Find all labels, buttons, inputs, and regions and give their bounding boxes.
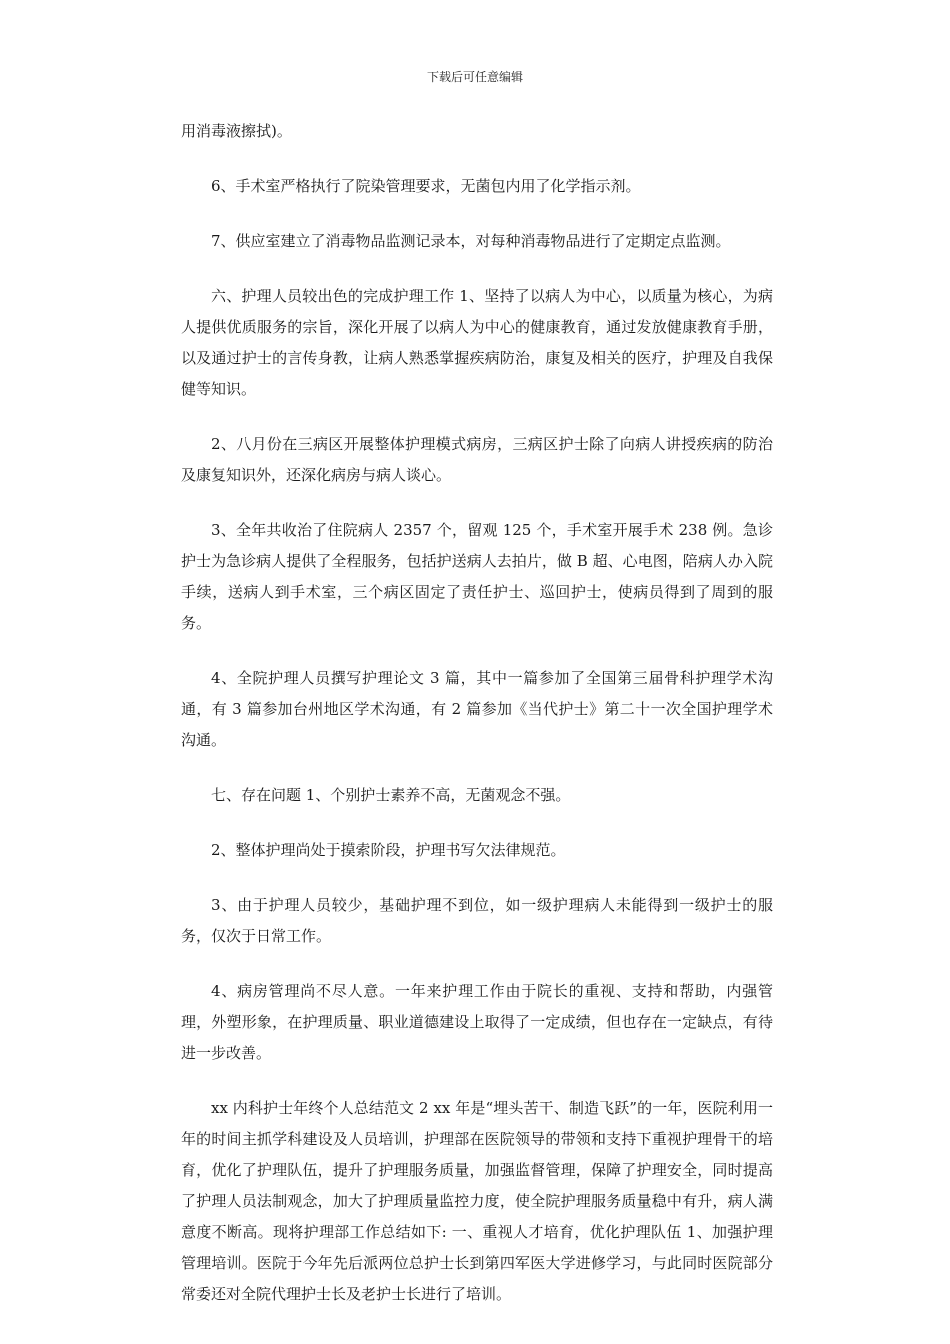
paragraph-section-6-item-4: 4、全院护理人员撰写护理论文 3 篇，其中一篇参加了全国第三届骨科护理学术沟通，有 3 篇参加台州地区学术沟通，有 2 篇参加《当代护士》第二十一次全国护理学术沟通。 bbox=[181, 669, 773, 749]
paragraph-section-7: 七、存在问题 1、个别护士素养不高，无菌观念不强。 bbox=[211, 786, 571, 804]
document-body bbox=[181, 116, 773, 1334]
paragraph-item-6: 6、手术室严格执行了院染管理要求，无菌包内用了化学指示剂。 bbox=[211, 177, 641, 195]
paragraph-section-7-item-4: 4、病房管理尚不尽人意。一年来护理工作由于院长的重视、支持和帮助，内强管理，外塑形象，在护理质量、职业道德建设上取得了一定成绩，但也存在一定缺点，有待进一步改善。 bbox=[181, 982, 773, 1062]
paragraph-item-7: 7、供应室建立了消毒物品监测记录本，对每种消毒物品进行了定期定点监测。 bbox=[211, 232, 731, 250]
page-header: 下载后可任意编辑 bbox=[426, 70, 523, 84]
paragraph-section-7-item-2: 2、整体护理尚处于摸索阶段，护理书写欠法律规范。 bbox=[211, 841, 566, 859]
paragraph-section-7-item-3: 3、由于护理人员较少，基础护理不到位，如一级护理病人未能得到一级护士的服务，仅次于日常工作。 bbox=[181, 896, 773, 945]
paragraph-section-6: 六、护理人员较出色的完成护理工作 1、坚持了以病人为中心，以质量为核心，为病人提供优质服务的宗旨，深化开展了以病人为中心的健康教育，通过发放健康教育手册，以及通过护士的言传身教，让病人熟悉掌握疾病防治，康复及相关的医疗，护理及自我保健等知识。 bbox=[181, 287, 773, 398]
paragraph-summary-2: xx 内科护士年终个人总结范文 2 xx 年是“埋头苦干、制造飞跃”的一年，医院利用一年的时间主抓学科建设及人员培训，护理部在医院领导的带领和支持下重视护理骨干的培育，优化了护理队伍，提升了护理服务质量，加强监督管理，保障了护理安全，同时提高了护理人员法制观念，加大了护理质量监控力度，使全院护理服务质量稳中有升，病人满意度不断高。现将护理部工作总结如下: 一、重视人才培育，优化护理队伍 1、加强护理管理培训。医院于今年先后派两位总护士长到第四军医大学进修学习，与此同时医院部分常委还对全院代理护士长及老护士长进行了培训。 bbox=[181, 1099, 773, 1303]
paragraph-continuation: 用消毒液擦拭)。 bbox=[181, 122, 292, 140]
paragraph-section-6-item-3: 3、全年共收治了住院病人 2357 个，留观 125 个，手术室开展手术 238 例。急诊护士为急诊病人提供了全程服务，包括护送病人去拍片，做 B 超、心电图，陪病人办入院手续，送病人到手术室，三个病区固定了责任护士、巡回护士，使病员得到了周到的服务。 bbox=[181, 521, 773, 632]
paragraph-section-6-item-2: 2、八月份在三病区开展整体护理模式病房，三病区护士除了向病人讲授疾病的防治及康复知识外，还深化病房与病人谈心。 bbox=[181, 435, 773, 484]
